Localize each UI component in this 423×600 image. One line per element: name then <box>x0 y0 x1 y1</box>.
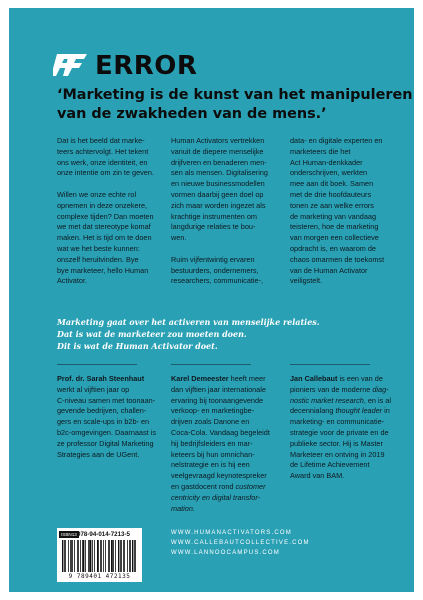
text-line: verkoop- en marketingbe- <box>171 406 255 416</box>
text-line: researchers, communicatie-, <box>171 276 264 286</box>
text-fragment: nostic market research <box>290 395 364 405</box>
text-line: ervaring bij toonaangevende <box>171 395 264 405</box>
tagline-line: Marketing gaat over het activeren van menselijke relaties. <box>57 317 320 327</box>
text-fragment: customer <box>235 481 266 491</box>
text-line: Coca-Cola. Vandaag begeleidt <box>171 427 270 437</box>
paragraph <box>290 136 400 287</box>
text-line: zich maar worden ingezet als <box>171 200 266 210</box>
tagline-line: Dit is wat de Human Activator doet. <box>57 341 218 351</box>
text-fragment: diag- <box>372 384 389 394</box>
logo-word: ERROR <box>95 51 198 81</box>
text-line: onszelf heruitvinden. Bye <box>57 254 139 264</box>
text-line: wen. <box>171 233 187 243</box>
text-line: marketing- en communicatie- <box>290 417 385 427</box>
text-line: Ruim vijfentwintig ervaren <box>171 254 255 264</box>
text-line: vanuit de diepere menselijke <box>171 146 264 156</box>
text-line: de Lifetime Achievement <box>290 460 370 470</box>
barcode-digits: 9 789401 472135 <box>68 573 131 580</box>
text-line: werkt al vijftien jaar op <box>57 384 130 394</box>
text-fragment: pioniers van de moderne <box>290 384 371 394</box>
text-line: teers achtervolgt. Het tekent <box>57 146 149 156</box>
text-line: sen als mensen. Digitalisering <box>171 168 268 178</box>
author-name: Karel Demeester <box>171 374 229 383</box>
text-fragment: heeft meer <box>228 374 266 383</box>
back-cover <box>9 8 414 592</box>
text-line: opnemen in deze onzekere, <box>57 200 148 210</box>
text-line: drijfveren en benaderen men- <box>171 157 267 167</box>
text-line: mee aan dit boek. Samen <box>290 179 374 189</box>
text-line: marketeers die het <box>290 146 351 156</box>
text-line: gevende bedrijven, challen- <box>57 406 147 416</box>
error-logo-icon <box>53 46 93 87</box>
isbn-number: 978-94-014-7213-5 <box>77 531 130 538</box>
text-line: publieke sector. Hij is Master <box>290 438 383 448</box>
text-line: keteers bij hun omnichan- <box>171 449 255 459</box>
text-line: onze intentie om zin te geven. <box>57 168 154 178</box>
divider <box>57 364 137 365</box>
text-line: hij bedrijfsleiders en mar- <box>171 438 253 448</box>
body-column-1 <box>57 136 157 298</box>
divider <box>171 364 251 365</box>
paragraph <box>171 255 276 287</box>
text-line: drijven zoals Danone en <box>171 417 250 427</box>
text-line: bestuurders, ondernemers, <box>171 265 259 275</box>
text-fragment: thought leader <box>335 406 383 416</box>
error-logo <box>53 48 197 84</box>
text-line: Activator. <box>57 276 88 286</box>
text-line: ze professor Digital Marketing <box>57 438 154 448</box>
author-bio-steenhaut <box>57 374 156 460</box>
paragraph <box>171 136 276 244</box>
text-line: met de drie hoofdauteurs <box>290 189 372 199</box>
text-line: langdurige relaties te bou- <box>171 222 256 232</box>
text-line: onderschrijven, werkten <box>290 168 368 178</box>
text-line: bye marketeer, hello Human <box>57 265 149 275</box>
barcode-icon <box>62 540 137 572</box>
quote-line: ‘Marketing is de kunst van het manipuleren <box>57 87 413 103</box>
divider <box>290 364 370 365</box>
text-line: van morgen een collectieve <box>290 233 379 243</box>
text-line: ons werk, onze identiteit, en <box>57 157 148 167</box>
text-line: data- en digitale experten en <box>290 136 383 145</box>
text-fragment: , en is al <box>363 395 391 405</box>
text-line: Act Human-denkkader <box>290 157 363 167</box>
text-line: Willen we onze echte rol <box>57 189 137 199</box>
tagline <box>57 316 397 352</box>
quote-line: van de zwakheden van de mens.’ <box>57 106 327 122</box>
text-line: strategie voor de private en de <box>290 427 389 437</box>
text-line: van de Human Activator <box>290 265 368 275</box>
website-url[interactable]: WWW.LANNOOCAMPUS.COM <box>171 550 280 556</box>
text-fragment: mation. <box>171 503 195 513</box>
website-list <box>171 528 310 558</box>
website-url[interactable]: WWW.CALLEBAUTCOLLECTIVE.COM <box>171 540 310 546</box>
text-line: C-niveau samen met toonaan- <box>57 395 156 405</box>
text-line: Award van BAM. <box>290 471 345 481</box>
text-line: tonen ze aan welke errors <box>290 200 374 210</box>
text-line: veelgevraagd keynotespreker <box>171 471 267 481</box>
author-bio-callebaut <box>290 374 391 482</box>
text-fragment: en gastdocent rond <box>171 481 234 491</box>
text-line: teisteren, hoe de marketing <box>290 222 379 232</box>
text-line: wat we het beste kunnen: <box>57 243 140 253</box>
text-line: complexe tijden? Dan moeten <box>57 211 154 221</box>
text-line: gers en scale-ups in b2b- en <box>57 417 150 427</box>
pull-quote <box>57 86 413 124</box>
text-line: Human Activators vertrekken <box>171 136 265 145</box>
text-line: krachtige instrumenten om <box>171 211 257 221</box>
text-fragment: in <box>382 406 390 416</box>
text-line: b2c-omgevingen. Daarnaast is <box>57 427 156 437</box>
text-line: opdracht is, en waarom de <box>290 243 376 253</box>
text-line: Marketeer en ontving in 2019 <box>290 449 385 459</box>
text-line: chaos omarmen de toekomst <box>290 254 385 264</box>
text-line: en nieuwe businessmodellen <box>171 179 265 189</box>
text-line: nelstrategie en is hij een <box>171 460 250 470</box>
text-line: we met dat stereotype komaf <box>57 222 151 232</box>
text-line: de marketing van vandaag <box>290 211 376 221</box>
author-bio-demeester <box>171 374 270 514</box>
paragraph <box>57 190 157 287</box>
body-column-2 <box>171 136 276 298</box>
website-url[interactable]: WWW.HUMANACTIVATORS.COM <box>171 530 292 536</box>
text-line: maken. Het is tijd om te doen <box>57 233 152 243</box>
tagline-line: Dat is wat de marketeer zou moeten doen. <box>57 329 247 339</box>
text-line: dan vijftien jaar internationale <box>171 384 266 394</box>
paragraph <box>57 136 157 179</box>
text-line: vormen daarbij geen doel op <box>171 189 264 199</box>
body-column-3 <box>290 136 400 298</box>
text-fragment: centricity en digital transfor- <box>171 492 261 502</box>
text-fragment: decennialang <box>290 406 334 416</box>
author-name: Jan Callebaut <box>290 374 338 383</box>
text-fragment: is een van de <box>337 374 383 383</box>
isbn-barcode <box>57 528 142 582</box>
author-name: Prof. dr. Sarah Steenhaut <box>57 374 145 383</box>
text-line: Strategies aan de UGent. <box>57 449 140 459</box>
isbn-label: ISBN13 <box>61 532 77 537</box>
text-line: veiligstelt. <box>290 276 323 286</box>
text-line: Dat is het beeld dat marke- <box>57 136 145 145</box>
